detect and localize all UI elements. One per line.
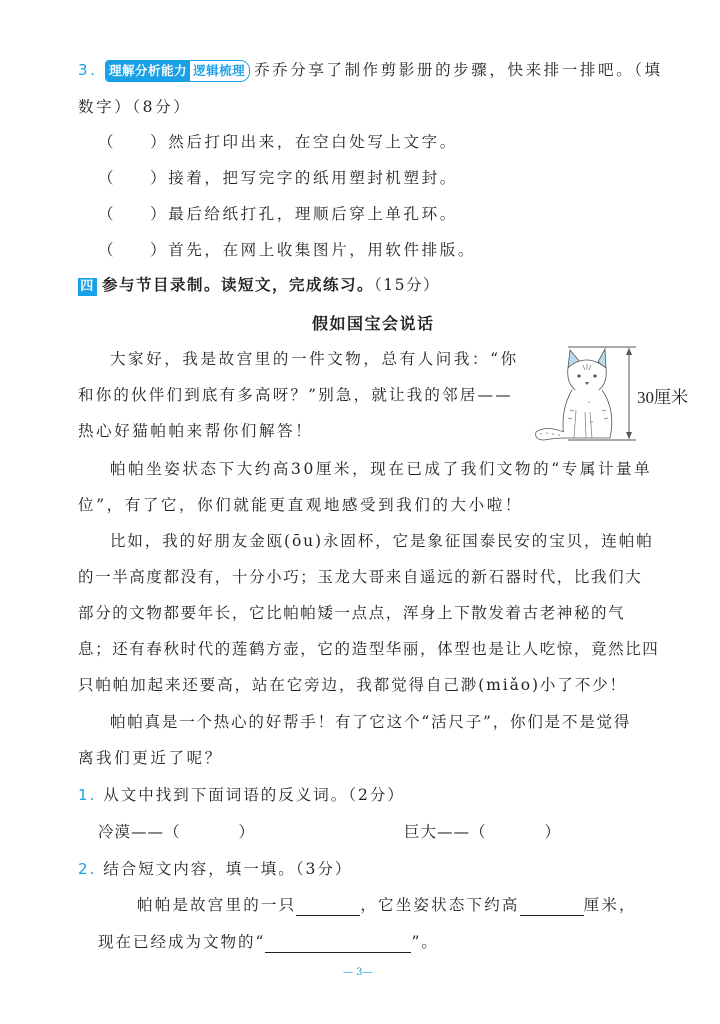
item-text: 接着，把写完字的纸用塑封机塑封。: [168, 169, 458, 187]
question-number: 3.: [78, 61, 98, 79]
badge-secondary: 逻辑梳理: [190, 61, 249, 81]
article-line: 息；还有春秋时代的莲鹤方壶，它的造型华丽，体型也是让人吃惊，竟然比四: [78, 640, 660, 658]
article-line: 帕帕坐姿状态下大约高30厘米，现在已成了我们文物的“专属计量单: [110, 460, 653, 478]
question-number: 2.: [78, 860, 97, 878]
answer-paren-open: （: [98, 205, 117, 223]
section-marker: 四: [78, 278, 97, 296]
section-score: （15分）: [374, 276, 440, 294]
question-number: 1.: [78, 786, 97, 804]
fill-text: ”。: [411, 933, 439, 951]
q3-prompt-text: 乔乔分享了制作剪影册的步骤，快来排一排吧。（填: [254, 61, 663, 79]
badge-primary: 理解分析能力: [106, 61, 190, 81]
fill-blank-animal[interactable]: [296, 897, 360, 916]
antonym-word: 冷漠——（: [98, 823, 181, 841]
antonym-word: 巨大——（: [404, 823, 487, 841]
cat-figure: [530, 340, 690, 445]
article-line: 帕帕真是一个热心的好帮手！有了它这个“活尺子”，你们是不是觉得: [110, 713, 632, 731]
skill-badge: [105, 60, 250, 82]
subq1-prompt: [78, 784, 405, 806]
fill-line-1: [137, 894, 637, 916]
antonym-pair: [98, 821, 255, 843]
fill-text: ，它坐姿状态下约高: [360, 896, 520, 914]
antonym-close: ）: [238, 823, 256, 841]
answer-paren-open: （: [98, 241, 117, 259]
item-text: 首先，在网上收集图片，用软件排版。: [168, 241, 476, 259]
answer-paren-close: ）: [150, 169, 169, 187]
fill-text: 现在已经成为文物的“: [98, 933, 266, 951]
q3-prompt-line1: [78, 59, 663, 82]
article-line: 热心好猫帕帕来帮你们解答！: [78, 422, 314, 440]
article-line: 位”，有了它，你们就能更直观地感受到我们的大小啦！: [78, 496, 523, 514]
q3-prompt-line2: 数字）（8分）: [78, 98, 192, 116]
article-line: 部分的文物都要年长，它比帕帕矮一点点，浑身上下散发着古老神秘的气: [78, 604, 626, 622]
antonym-pair: [404, 821, 561, 843]
article-line: 离我们更近了呢？: [78, 749, 223, 767]
fill-text: 厘米，: [583, 896, 637, 914]
q3-item: [98, 203, 458, 225]
page-number: — 3—: [343, 967, 373, 978]
answer-paren-open: （: [98, 133, 117, 151]
subq2-prompt: [78, 858, 352, 880]
fill-text: 帕帕是故宫里的一只: [137, 896, 297, 914]
fill-line-2: [98, 931, 439, 953]
q3-item: [98, 239, 476, 261]
answer-paren-close: ）: [150, 241, 169, 259]
item-text: 最后给纸打孔，理顺后穿上单孔环。: [168, 205, 458, 223]
q3-item: [98, 131, 458, 153]
article-line: 和你的伙伴们到底有多高呀？”别急，就让我的邻居——: [78, 386, 513, 404]
article-line: 比如，我的好朋友金瓯(ōu)永固杯，它是象征国泰民安的宝贝，连帕帕: [110, 532, 654, 550]
answer-paren-close: ）: [150, 205, 169, 223]
item-text: 然后打印出来，在空白处写上文字。: [168, 133, 458, 151]
answer-paren-open: （: [98, 169, 117, 187]
article-line: 只帕帕加起来还要高，站在它旁边，我都觉得自己渺(miǎo)小了不少！: [78, 676, 627, 694]
section-heading: [78, 274, 440, 296]
subq2-text: 结合短文内容，填一填。（3分）: [103, 860, 353, 878]
height-label: 30厘米: [637, 388, 688, 407]
section-title: 参与节目录制。读短文，完成练习。: [102, 276, 375, 294]
antonym-close: ）: [544, 823, 562, 841]
subq1-text: 从文中找到下面词语的反义词。（2分）: [103, 786, 405, 804]
q3-item: [98, 167, 458, 189]
fill-blank-unit[interactable]: [265, 934, 411, 953]
article-line: 的一半高度都没有，十分小巧；玉龙大哥来自遥远的新石器时代，比我们大: [78, 568, 643, 586]
article-title: 假如国宝会说话: [312, 314, 435, 333]
fill-blank-height[interactable]: [520, 897, 584, 916]
answer-paren-close: ）: [150, 133, 169, 151]
article-line: 大家好，我是故宫里的一件文物，总有人问我：“你: [110, 350, 519, 368]
